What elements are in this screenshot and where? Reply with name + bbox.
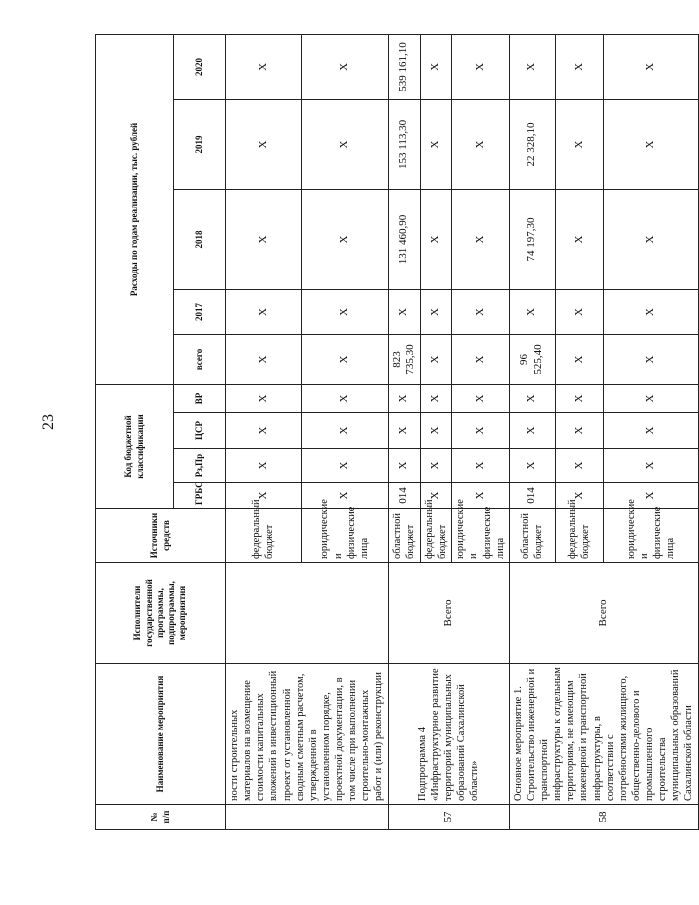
source: юридические и физические лица <box>301 509 388 563</box>
header-vr: ВР <box>174 384 226 412</box>
source: федеральный бюджет <box>421 509 452 563</box>
header-name: Наименование мероприятия <box>96 664 226 805</box>
header-2020: 2020 <box>174 34 226 99</box>
rzpr-value: Х <box>509 449 555 483</box>
value-2017: Х <box>388 289 421 334</box>
value-2018: Х <box>604 189 698 289</box>
row-number: 57 <box>388 805 509 830</box>
value-2018: 131 460,90 <box>388 189 421 289</box>
grbs-value: Х <box>421 483 452 509</box>
header-expenses: Расходы по годам реализации, тыс. рублей <box>96 34 174 384</box>
header-2018: 2018 <box>174 189 226 289</box>
value-2017: Х <box>421 289 452 334</box>
total-value: 823 735,30 <box>388 334 421 384</box>
value-2019: Х <box>555 99 603 189</box>
value-2017: Х <box>509 289 555 334</box>
total-value: Х <box>301 334 388 384</box>
value-2020: Х <box>452 34 510 99</box>
header-rzpr: Рз,Пр <box>174 449 226 483</box>
vr-value: Х <box>301 384 388 412</box>
rotated-budget-table <box>95 35 695 830</box>
csr-value: Х <box>388 413 421 449</box>
value-2019: Х <box>421 99 452 189</box>
total-value: Х <box>604 334 698 384</box>
csr-value: Х <box>452 413 510 449</box>
source: областной бюджет <box>509 509 555 563</box>
header-no: № п/п <box>96 805 226 830</box>
csr-value: Х <box>604 413 698 449</box>
vr-value: Х <box>604 384 698 412</box>
header-2019: 2019 <box>174 99 226 189</box>
csr-value: Х <box>421 413 452 449</box>
value-2019: 153 113,30 <box>388 99 421 189</box>
value-2019: Х <box>301 99 388 189</box>
header-total: всего <box>174 334 226 384</box>
vr-value: Х <box>555 384 603 412</box>
source: федеральный бюджет <box>226 509 302 563</box>
source: юридические и физические лица <box>604 509 698 563</box>
vr-value: Х <box>509 384 555 412</box>
grbs-value: Х <box>452 483 510 509</box>
vr-value: Х <box>421 384 452 412</box>
value-2020: Х <box>509 34 555 99</box>
csr-value: Х <box>301 413 388 449</box>
grbs-value: Х <box>226 483 302 509</box>
rzpr-value: Х <box>555 449 603 483</box>
value-2020: Х <box>226 34 302 99</box>
total-value: Х <box>452 334 510 384</box>
value-2017: Х <box>555 289 603 334</box>
header-2017: 2017 <box>174 289 226 334</box>
value-2018: Х <box>421 189 452 289</box>
rzpr-value: Х <box>452 449 510 483</box>
budget-table <box>95 34 699 830</box>
value-2020: 539 161,10 <box>388 34 421 99</box>
header-csr: ЦСР <box>174 413 226 449</box>
csr-value: Х <box>509 413 555 449</box>
value-2019: Х <box>604 99 698 189</box>
value-2020: Х <box>301 34 388 99</box>
value-2019: Х <box>452 99 510 189</box>
rzpr-value: Х <box>301 449 388 483</box>
executor: Всего <box>388 563 509 664</box>
value-2020: Х <box>604 34 698 99</box>
source: федеральный бюджет <box>555 509 603 563</box>
value-2019: Х <box>226 99 302 189</box>
csr-value: Х <box>555 413 603 449</box>
executor: Всего <box>509 563 698 664</box>
rzpr-value: Х <box>604 449 698 483</box>
grbs-value: Х <box>604 483 698 509</box>
source: юридические и физические лица <box>452 509 510 563</box>
rzpr-value: Х <box>226 449 302 483</box>
value-2017: Х <box>226 289 302 334</box>
measure-name: Основное мероприятие 1. Строительство инженерной и транспортной инфраструктуры к отдельным территориям, не имеющим инженерной и транспортной инфраструктуры, в соответствии с потребностями жилищного, общественно-делового и промышленного строительства муниципальных образований Сахалинской области <box>509 664 698 805</box>
grbs-value: Х <box>555 483 603 509</box>
table-row <box>226 34 302 829</box>
row-number <box>226 805 389 830</box>
row-number: 58 <box>509 805 698 830</box>
rzpr-value: Х <box>388 449 421 483</box>
total-value: Х <box>421 334 452 384</box>
header-budget-code: Код бюджетной классификации <box>96 384 174 508</box>
table-row <box>388 34 421 829</box>
value-2017: Х <box>604 289 698 334</box>
value-2019: 22 328,10 <box>509 99 555 189</box>
value-2020: Х <box>421 34 452 99</box>
value-2018: Х <box>301 189 388 289</box>
value-2018: Х <box>226 189 302 289</box>
header-executor: Исполнители государственной программы, подпрограммы, мероприятия <box>96 563 226 664</box>
grbs-value: 014 <box>509 483 555 509</box>
header-grbs: ГРБС <box>174 483 226 509</box>
value-2018: Х <box>555 189 603 289</box>
vr-value: Х <box>452 384 510 412</box>
value-2017: Х <box>301 289 388 334</box>
measure-name: ности строительных материалов на возмещение стоимости капитальных вложений в инвестиционный проект от установленной сводным сметным расчетом, утвержденной в установленном порядке, проектной документации, в том числе при выполнении строительно-монтажных работ и (или) реконструкции <box>226 664 389 805</box>
vr-value: Х <box>226 384 302 412</box>
measure-name: Подпрограмма 4 «Инфраструктурное развитие территорий муниципальных образований Сахалинской области» <box>388 664 509 805</box>
value-2018: 74 197,30 <box>509 189 555 289</box>
value-2017: Х <box>452 289 510 334</box>
total-value: 96 525,40 <box>509 334 555 384</box>
vr-value: Х <box>388 384 421 412</box>
csr-value: Х <box>226 413 302 449</box>
total-value: Х <box>226 334 302 384</box>
total-value: Х <box>555 334 603 384</box>
grbs-value: 014 <box>388 483 421 509</box>
executor <box>226 563 389 664</box>
value-2018: Х <box>452 189 510 289</box>
source: областной бюджет <box>388 509 421 563</box>
header-sources: Источники средств <box>96 509 226 563</box>
value-2020: Х <box>555 34 603 99</box>
page-number: 23 <box>40 414 57 430</box>
grbs-value: Х <box>301 483 388 509</box>
rzpr-value: Х <box>421 449 452 483</box>
table-row <box>509 34 555 829</box>
